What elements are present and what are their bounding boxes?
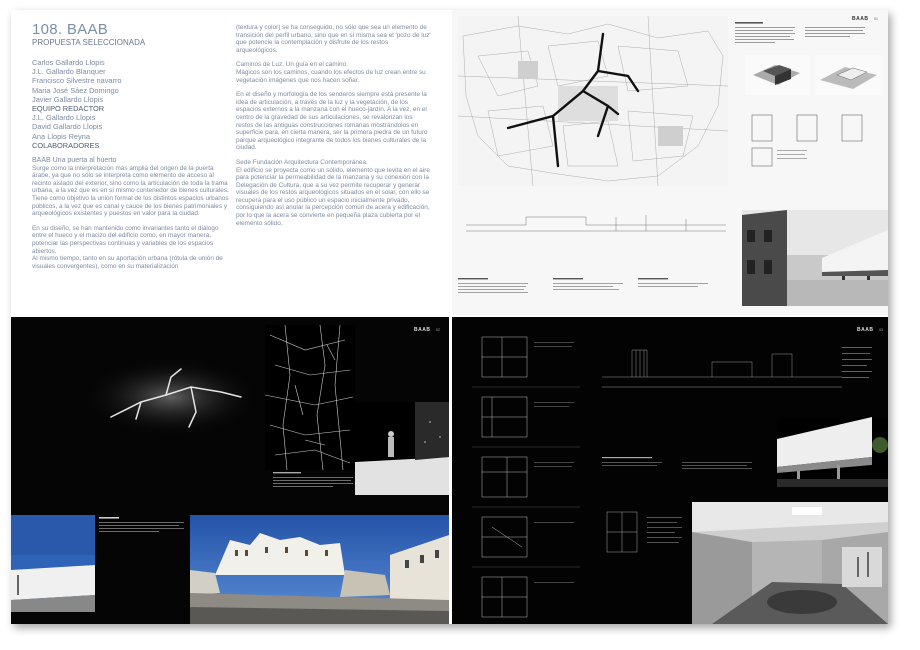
left-column [32, 58, 232, 277]
page-subtitle: PROPUESTA SELECCIONADA [32, 38, 146, 47]
paragraph: Mágicos son los caminos, cuando los efectos de luz crean entre su vegetación imágenes que nos hacen soñar. [236, 68, 426, 84]
lower-floor-plan [602, 502, 692, 602]
section-heading: BAAB Una puerta al huerto [32, 157, 117, 165]
section-heading: Caminos de Luz. Un guía en el camino. [236, 61, 348, 69]
page-number: 01 [874, 17, 878, 21]
caption-block [273, 472, 363, 502]
page-title: 108. BAAB [32, 21, 109, 38]
paragraph: (textura y color) se ha conseguido, no sólo que sea un elemento de transición del perfil urbano, sino que en sí misma sea el 'pozo de luz' que potencie la contemplación y disfrute de los restos arqueológicos. [236, 24, 431, 54]
section-heading: Sede Fundación Arquitectura Contemporánea. [236, 158, 368, 166]
baab-logo: BAAB [857, 327, 874, 333]
text-block [602, 457, 772, 487]
baab-logo: BAAB [852, 16, 869, 22]
paragraph: En su diseño, se han mantenido como invariantes tanto el diálogo entre el hueco y el macizo del edificio como, en mayor manera, potenciar las perspectivas continuas y variables de los espacios abiertos. [32, 224, 219, 255]
interior-render [692, 502, 888, 624]
equipo-name: David Gallardo Llopis [32, 122, 103, 132]
floor-plan-stack [472, 332, 582, 622]
section-elevation [466, 205, 736, 245]
panorama-photo [190, 515, 449, 624]
legend-list [842, 347, 887, 397]
colaboradores-heading: COLABORADORES [32, 140, 100, 150]
street-map [265, 325, 355, 470]
building-photo [742, 210, 888, 306]
drawings-page [452, 317, 888, 624]
equipo-name: J.L. Gallardo Llopis [32, 113, 96, 123]
baab-logo: BAAB [414, 327, 431, 333]
site-plan-drawing [458, 16, 728, 186]
equipo-heading: EQUIPO REDACTOR [32, 104, 105, 114]
floor-plans [747, 110, 887, 170]
magazine-spread [11, 10, 888, 624]
section-drawing [602, 342, 842, 402]
paragraph: En el diseño y morfología de los senderos siempre está presente la idea de articulación, a través de la luz y la vegetación, de los espacios externos a la manzana con el hueco-jardín. A la vez, en el centro de la gravedad de sus articulaciones, se revalorizan los restos de las antiguas construcciones romanas mostrándolos en superficie para, en cierta manera, ser la primera piedra de un futuro parque arqueológico integrante de todos los bienes culturales de la ciudad. [236, 91, 428, 152]
exterior-photo [11, 515, 95, 612]
paragraph: Surge como la interpretación más amplia del origen de la puerta árabe, ya que no sólo se interpreta como elemento de acceso al recinto aislado del exterior, sino como la articulación de toda la trama urbana, a la vez que es en sí mismo contenedor de bienes culturales. Tiene como objetivo la unión formal de los distintos espacios urbanos públicos, a la vez que es canal y cauce de los bienes patrimoniales y arqueológicos existentes y puestos en valor para la ciudad. [32, 164, 229, 218]
author-name: Javier Gallardo Llopis [32, 94, 104, 104]
author-name: Francisco Silvestre navarro [32, 76, 122, 86]
corridor-render [355, 402, 449, 495]
page-number: 03 [879, 328, 883, 332]
equipo-name: Ana Llopis Reyna [32, 131, 90, 141]
massing-model-images [745, 55, 885, 97]
team-list [32, 58, 232, 150]
paragraph: Al mismo tiempo, tanto en su aportación urbana (rótula de unión de visuales convergentes), como en su materialización [32, 255, 223, 270]
night-views-page [11, 317, 449, 624]
caption-block [458, 278, 738, 308]
light-path-render [71, 357, 261, 447]
text-block [99, 517, 189, 557]
text-page [11, 10, 449, 315]
author-name: Carlos Gallardo Llopis [32, 58, 105, 67]
paragraph: El edificio se proyecta como un sólido, elemento que levita en el aire para potenciar la permeabilidad de la manzana y su conexión con la Delegación de Cultura, que a su vez permite recuperar y generar visuales de los restos arqueológicos situados en el solar, con ello se recupera para el uso público un espacio inicialmente privado, consiguiendo así anular la percepción común de acera y edificación, por lo que la acera se convierte en pequeña plaza cubierta por el elemento sólido. [236, 166, 430, 227]
author-name: Maria José Sáez Domingo [32, 85, 119, 95]
author-name: J.L. Gallardo Blanquer [32, 67, 106, 77]
building-render [777, 417, 888, 487]
right-column [236, 24, 431, 234]
site-plan-page [452, 10, 888, 315]
page-number: 02 [436, 328, 440, 332]
